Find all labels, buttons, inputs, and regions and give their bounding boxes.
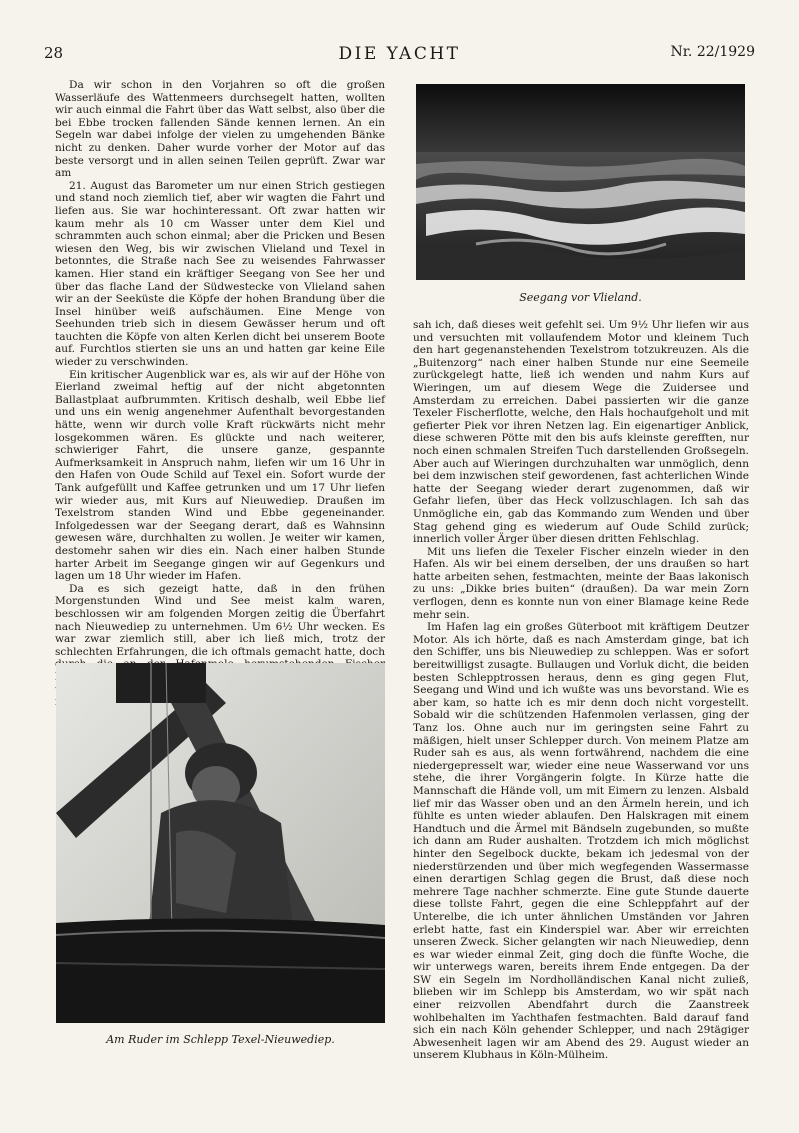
- page-header: [44, 44, 755, 66]
- ruder-caption: Am Ruder im Schlepp Texel-Nieuwediep.: [106, 1033, 335, 1046]
- magazine-title: DIE YACHT: [338, 44, 461, 64]
- ruder-photo: [56, 663, 385, 1023]
- paragraph: sah ich, daß dieses weit gefehlt sei. Um 9½ Uhr liefen wir aus und versuchten mit vollaufendem Motor und kleinem Tuch den hart gegenanstehenden Texelstrom totzukreuzen. Als die „Buitenzorg“ nach einer halben Stunde nur eine Seemeile zurückgelegt hatte, ließ ich wenden und nahm Kurs auf Wieringen, um auf diesem Wege die Zuidersee und Amsterdam zu erreichen. Dabei passierten wir die ganze Texeler Fischerflotte, welche, den Hals hochaufgeholt und mit gefierter Piek vor ihren Netzen lag. Ein eigenartiger Anblick, diese schweren Pötte mit den bis aufs kleinste gerefften, nur noch einen schmalen Streifen Tuch darstellenden Großsegeln. Aber auch auf Wieringen durchzuhalten war unmöglich, denn bei dem inzwischen steif gewordenen, fast achterlichen Winde hatte der Seegang wieder derart zugenommen, daß wir Gefahr liefen, über das Heck vollzuschlagen. Ich sah das Unmögliche ein, gab das Kommando zum Wenden und über Stag gehend ging es wiederum auf Oude Schild zurück; innerlich voller Ärger über diesen dritten Fehlschlag.: [413, 319, 749, 546]
- article-column-right: [413, 319, 749, 1062]
- paragraph: Da wir schon in den Vorjahren so oft die großen Wasserläufe des Wattenmeers durchsegelt hatten, wollten wir auch einmal die Fahrt über das Watt selbst, also über die bei Ebbe trocken fallenden Sände kennen lernen. An ein Segeln war dabei infolge der vielen zu umgehenden Bänke nicht zu denken. Daher wurde vorher der Motor auf das beste versorgt und in allen seinen Teilen geprüft. Zwar war am: [55, 79, 385, 180]
- issue-number: Nr. 22/1929: [670, 44, 755, 60]
- paragraph: Da es sich gezeigt hatte, daß in den frühen Morgenstunden Wind und See meist kalm waren, beschlossen wir am folgenden Morgen zeitig die Überfahrt nach Nieuwediep zu unternehmen. Um 6½ Uhr wecken. Es war zwar ziemlich still, aber ich ließ mich, trotz der schlechten Erfahrungen, die ich oftmals gemacht hatte, doch: [55, 582, 385, 658]
- paragraph: Mit uns liefen die Texeler Fischer einzeln wieder in den Hafen. Als wir bei einem derselben, der uns draußen so hart hatte arbeiten sehen, festmachten, meinte der Baas lakonisch zu uns: „Dikke bries buiten“ (draußen). Da war mein Zorn verflogen, denn es konnte nun von einer Blamage keine Rede mehr sein.: [413, 545, 749, 621]
- seegang-caption: Seegang vor Vlieland.: [519, 291, 642, 304]
- page-number: 28: [44, 44, 64, 62]
- article-column-left: [55, 79, 385, 709]
- paragraph: Im Hafen lag ein großes Güterboot mit kräftigem Deutzer Motor. Als ich hörte, daß es nach Amsterdam ginge, bat ich den Schiffer, uns bis Nieuwediep zu schleppen. Was er sofort bereitwilligst zusagte. Bullaugen und Vorluk dicht, die beiden besten Schlepptrossen heraus, denn es ging gegen Flut, Seegang und Wind und ich wußte was uns bevorstand. Wie es aber kam, so hatte ich es mir denn doch nicht vorgestellt. Sobald wir die schützenden Hafenmolen verlassen, ging der Tanz los. Ohne auch nur im geringsten seine Fahrt zu mäßigen, hielt unser Schlepper durch. Von meinem Platze am Ruder sah es aus, als wenn fortwährend, nachdem die eine niedergepresselt war, wieder eine neue Wasserwand vor uns stehe, die ihrer Vorgängerin folgte. In Kürze hatte die Mannschaft die Hände voll, um mit Eimern zu lenzen. Alsbald lief mir das Wasser oben und an den Ärmeln herein, und ich fühlte es unten wieder ablaufen. Den Halskragen mit einem Handtuch und die Ärmel mit Bändseln zugebunden, so mußte ich dann am Ruder aushalten. Trotzdem ich mich möglichst hinter den Segelbock duckte, bekam ich jedesmal von der niederstürzenden und über mich wegfegenden Wassermasse einen derartigen Schlag gegen die Brust, daß diese noch mehrere Tage nachher schmerzte. Eine gute Stunde dauerte diese tollste Fahrt, gegen die eine Schleppfahrt auf der Unterelbe, die ich unter ähnlichen Umständen vor Jahren erlebt hatte, fast ein Kinderspiel war. Aber wir erreichten unseren Zweck. Sicher gelangten wir nach Nieuwediep, denn es war wieder einmal Zeit, ging doch die fünfte Woche, die wir unterwegs waren, bereits ihrem Ende entgegen. Da der SW ein Segeln im Nordholländischen Kanal nicht zuließ, blieben wir im Schlepp bis Amsterdam, wo wir spät nach einer reizvollen Abendfahrt durch die Zaanstreek wohlbehalten im Yachthafen festmachten. Bald darauf fand sich ein nach Köln gehender Schlepper, und nach 29tägiger Abwesenheit lagen wir am Abend des 29. August wieder an unserem Klubhaus in Köln-Mülheim.: [413, 621, 749, 1062]
- paragraph: 21. August das Barometer um nur einen Strich gestiegen und stand noch ziemlich tief, aber wir wagten die Fahrt und liefen aus. Sie war hochinteressant. Oft zwar hatten wir kaum mehr als 10 cm Wasser unter dem Kiel und schrammten auch schon einmal; aber die Pricken und Besen wiesen den Weg, bis wir zwischen Vlieland und Texel in betonntes, die Straße nach See zu weisendes Fahrwasser kamen. Hier stand ein kräftiger Seegang von See her und über das flache Land der Südwestecke von Vlieland sahen wir an der Seeküste die Köpfe der hohen Brandung über die Insel hinüber weiß aufschäumen. Eine Menge von Seehunden trieb sich in diesem Gewässer herum und oft tauchten die Köpfe von alten Kerlen dicht bei unserem Boote auf. Furchtlos stierten sie uns an und hatten gar keine Eile wieder zu verschwinden.: [55, 179, 385, 369]
- paragraph: Ein kritischer Augenblick war es, als wir auf der Höhe von Eierland zweimal heftig auf der nicht abgetonnten Ballastplaat aufbrummten. Kritisch deshalb, weil Ebbe lief und uns ein wenig angenehmer Aufenthalt bevorgestanden hätte, wenn wir durch volle Kraft rückwärts nicht mehr losgekommen wären. Es glückte und nach weiterer, schwieriger Fahrt, die unsere ganze, gespannte Aufmerksamkeit in Anspruch nahm, liefen wir um 16 Uhr in den Hafen von Oude Schild auf Texel ein. Sofort wurde der Tank aufgefüllt und Kaffee getrunken und um 17 Uhr liefen wir wieder aus, mit Kurs auf Nieuwediep. Draußen im Texelstrom standen Wind und Ebbe gegeneinander. Infolgedessen war der Seegang derart, daß es Wahnsinn gewesen wäre, durchhalten zu wollen. Je weiter wir kamen, destomehr sahen wir dies ein. Nach einer halben Stunde harter Arbeit im Seegange gingen wir auf Gegenkurs und lagen um 18 Uhr wieder im Hafen.: [55, 368, 385, 583]
- seegang-photo: [416, 84, 745, 280]
